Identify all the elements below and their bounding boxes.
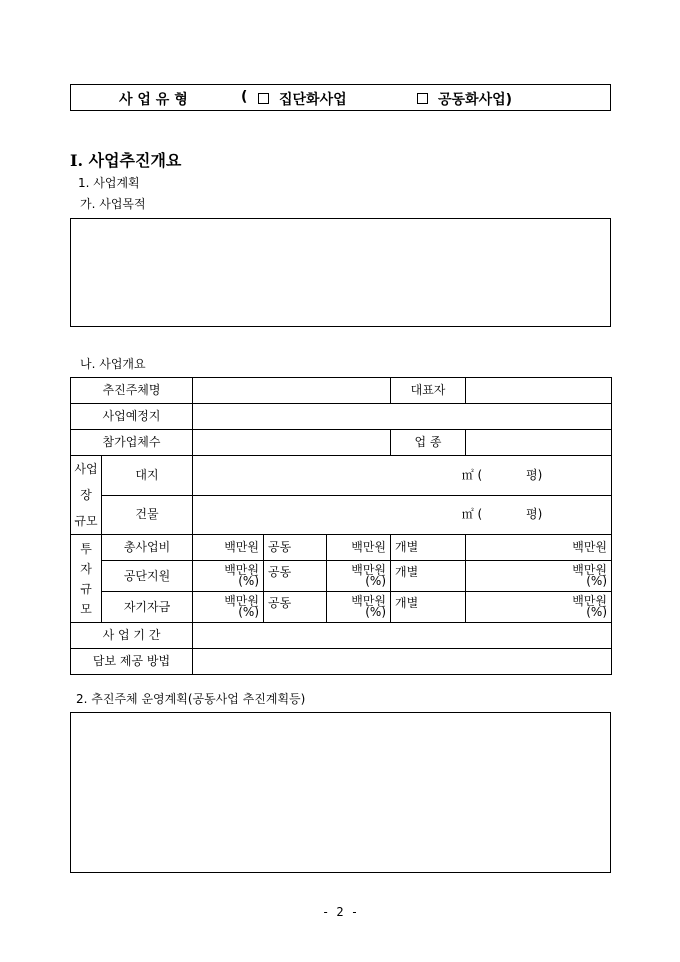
support-joint-label: 공동 (264, 561, 327, 592)
own-joint-field[interactable] (327, 592, 391, 623)
site-scale-label (71, 456, 102, 535)
representative-field[interactable] (466, 378, 612, 404)
corp-support-field[interactable] (193, 561, 264, 592)
investment-scale-label (71, 535, 102, 623)
purpose-textarea[interactable] (70, 218, 611, 327)
unit-percent: (%) (238, 605, 259, 619)
building-label: 건물 (102, 495, 193, 535)
site-scale-label-line1: 사업장 (74, 462, 98, 502)
site-scale-label-line2: 규모 (74, 514, 98, 528)
industry-field[interactable] (466, 430, 612, 456)
invest-char: 투 (80, 541, 92, 556)
unit-percent: (%) (365, 605, 387, 619)
unit-percent: (%) (238, 574, 259, 588)
land-label: 대지 (102, 456, 193, 496)
participants-field[interactable] (193, 430, 391, 456)
unit-percent: (%) (586, 574, 608, 588)
total-cost-field[interactable] (193, 535, 264, 561)
planned-site-field[interactable] (193, 404, 612, 430)
item-business-plan: 1. 사업계획 (78, 176, 140, 190)
unit-million-won: 백만원 (351, 540, 387, 554)
building-area-field[interactable] (193, 495, 612, 535)
page-number: - 2 - (321, 905, 359, 919)
support-individual-label: 개별 (391, 561, 466, 592)
area-unit: ㎡ ( (461, 507, 483, 522)
business-type-label: 사 업 유 형 (119, 92, 188, 108)
area-unit: ㎡ ( (461, 467, 483, 482)
overview-table (70, 377, 612, 675)
corp-support-label: 공단지원 (102, 561, 193, 592)
business-period-field[interactable] (193, 623, 612, 649)
unit-million-won: 백만원 (224, 540, 259, 554)
own-fund-label: 자기자금 (102, 592, 193, 623)
business-period-label: 사 업 기 간 (71, 623, 193, 649)
invest-char: 자 (80, 561, 92, 576)
promoter-name-field[interactable] (193, 378, 391, 404)
own-fund-field[interactable] (193, 592, 264, 623)
invest-char: 규 (80, 581, 92, 596)
planned-site-label: 사업예정지 (71, 404, 193, 430)
open-paren: ( (241, 89, 248, 105)
own-joint-label: 공동 (264, 592, 327, 623)
option-clustering-label: 집단화사업 (279, 92, 347, 108)
collateral-method-label: 담보 제공 방법 (71, 649, 193, 675)
own-individual-field[interactable] (466, 592, 612, 623)
promoter-name-label: 추진주체명 (71, 378, 193, 404)
checkbox-icon[interactable] (258, 93, 269, 104)
total-cost-label: 총사업비 (102, 535, 193, 561)
section-title: Ⅰ. 사업추진개요 (70, 151, 182, 170)
unit-million-won: 백만원 (224, 594, 259, 608)
participants-label: 참가업체수 (71, 430, 193, 456)
item-overview: 나. 사업개요 (80, 357, 146, 371)
unit-million-won: 백만원 (572, 594, 608, 608)
pyeong-unit: 평) (526, 467, 543, 482)
item-operation-plan: 2. 추진주체 운영계획(공동사업 추진계획등) (76, 692, 306, 706)
industry-label: 업 종 (391, 430, 466, 456)
total-individual-field[interactable] (466, 535, 612, 561)
unit-million-won: 백만원 (351, 563, 387, 577)
unit-million-won: 백만원 (572, 540, 608, 554)
checkbox-icon[interactable] (417, 93, 428, 104)
support-joint-field[interactable] (327, 561, 391, 592)
own-individual-label: 개별 (391, 592, 466, 623)
operation-plan-textarea[interactable] (70, 712, 611, 873)
option-joint-label: 공동화사업) (438, 92, 513, 108)
item-purpose: 가. 사업목적 (80, 197, 146, 211)
land-area-field[interactable] (193, 456, 612, 496)
collateral-method-field[interactable] (193, 649, 612, 675)
unit-million-won: 백만원 (351, 594, 387, 608)
total-joint-label: 공동 (264, 535, 327, 561)
total-individual-label: 개별 (391, 535, 466, 561)
pyeong-unit: 평) (526, 507, 543, 522)
invest-char: 모 (80, 601, 92, 616)
business-type-box (70, 84, 611, 111)
representative-label: 대표자 (391, 378, 466, 404)
unit-percent: (%) (365, 574, 387, 588)
unit-million-won: 백만원 (224, 563, 259, 577)
support-individual-field[interactable] (466, 561, 612, 592)
unit-percent: (%) (586, 605, 608, 619)
unit-million-won: 백만원 (572, 563, 608, 577)
total-joint-field[interactable] (327, 535, 391, 561)
